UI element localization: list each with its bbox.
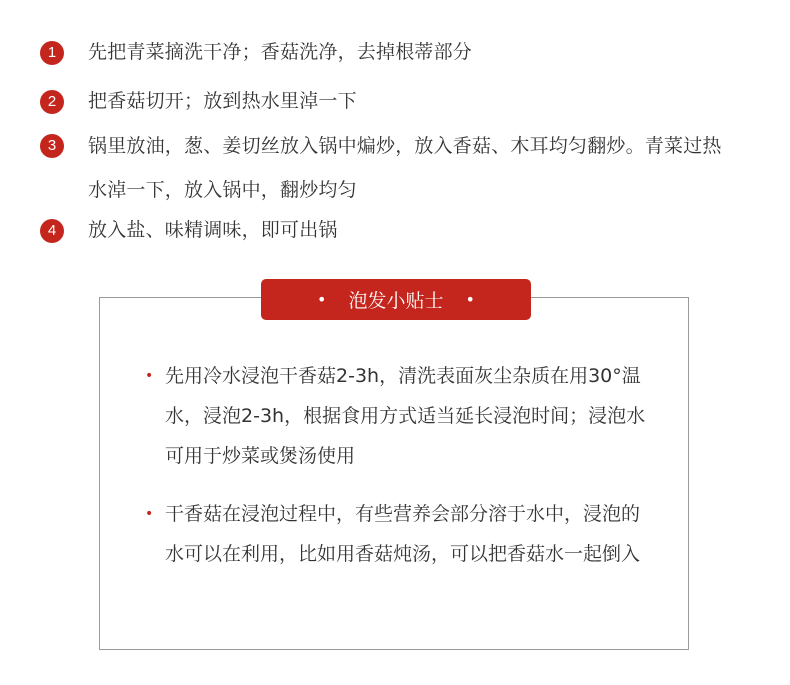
step-number-badge: 4	[40, 219, 64, 243]
tips-title: 泡发小贴士	[348, 290, 444, 312]
step-text: 放入盐、味精调味，即可出锅	[88, 219, 338, 241]
step-text: 锅里放油，葱、姜切丝放入锅中煸炒，放入香菇、木耳均匀翻炒。青菜过热水淖一下，放入锅中，翻炒均匀	[88, 135, 722, 201]
tip-item	[145, 494, 655, 574]
step-number-badge: 1	[40, 41, 64, 65]
bullet-icon: •	[145, 506, 154, 522]
step-text: 先把青菜摘洗干净；香菇洗净，去掉根蒂部分	[88, 41, 473, 63]
bullet-icon: •	[145, 368, 154, 384]
title-dot-right: •	[465, 290, 475, 309]
tip-text: 干香菇在浸泡过程中，有些营养会部分溶于水中，浸泡的水可以在利用，比如用香菇炖汤，可以把香菇水一起倒入	[165, 503, 641, 565]
tip-item	[145, 356, 655, 476]
step-number-badge: 2	[40, 90, 64, 114]
step-3	[40, 132, 738, 212]
step-1	[40, 39, 738, 71]
step-2	[40, 88, 738, 120]
step-4	[40, 217, 738, 249]
tip-text: 先用冷水浸泡干香菇2-3h，清洗表面灰尘杂质在用30°温水，浸泡2-3h，根据食用方式适当延长浸泡时间；浸泡水可用于炒菜或煲汤使用	[165, 365, 646, 467]
step-number-badge: 3	[40, 134, 64, 158]
step-text: 把香菇切开；放到热水里淖一下	[88, 90, 357, 112]
title-dot-left: •	[317, 290, 327, 309]
tips-title-banner	[261, 279, 531, 320]
